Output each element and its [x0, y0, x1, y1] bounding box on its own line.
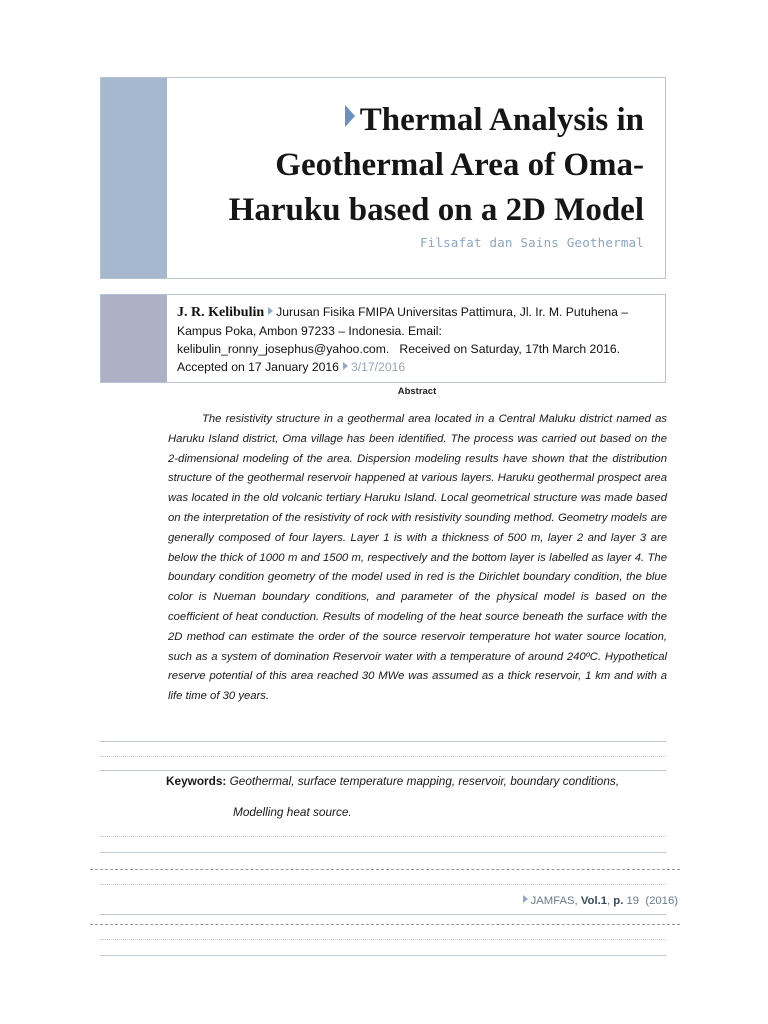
journal-footer: JAMFAS, Vol.1, p. 19 (2016) — [519, 895, 678, 907]
abstract-heading: Abstract — [397, 386, 437, 397]
divider — [100, 852, 666, 853]
divider — [90, 869, 680, 870]
title-line-2: Geothermal Area of Oma- — [275, 147, 644, 183]
page-number: 19 — [626, 895, 640, 907]
divider — [100, 914, 666, 915]
divider — [100, 756, 666, 757]
triangle-bullet-icon — [343, 362, 348, 370]
divider — [100, 836, 666, 837]
title-line-1: Thermal Analysis in — [359, 102, 644, 138]
keywords-line-2: Modelling heat source. — [233, 805, 352, 819]
divider — [100, 741, 666, 742]
journal-year: (2016) — [645, 895, 678, 907]
keywords-label: Keywords: — [166, 774, 227, 788]
title-accent-bar — [101, 78, 167, 278]
paper-subtitle: Filsafat dan Sains Geothermal — [419, 235, 644, 250]
author-affiliation: Jurusan Fisika FMIPA Universitas Pattimura, Jl. Ir. M. Putuhena – Kampus Poka, Ambon 97233 – Indonesia. Email: kelibulin_ronny_josephus@yahoo.com. — [177, 305, 629, 356]
author-accent-bar — [101, 295, 167, 382]
abstract-body — [168, 410, 667, 707]
triangle-bullet-icon — [523, 895, 528, 903]
received-accepted: Received on Saturday, 17th March 2016. Accepted on 17 January 2016 — [177, 342, 621, 374]
abstract-text: The resistivity structure in a geothermal area located in a Central Maluku district named as Haruku Island district, Oma village has been identified. The process was carried out based on the 2-dimensional modeling of the area. Dispersion modeling results have shown that the distribution structure of the geothermal reservoir happened at various layers. Haruku geothermal prospect area was located in the old volcanic tertiary Haruku Island. Local geometrical structure was made based on the interpretation of the resistivity of rock with resistivity sounding method. Geometry models are generally composed of four layers. Layer 1 is with a thickness of 500 m, layer 2 and layer 3 are below the thick of 1000 m and 1500 m, respectively and the bottom layer is labelled as layer 4. The boundary condition geometry of the model used in red is the Dirichlet boundary condition, the blue color is Nueman boundary conditions, and parameter of the physical model is based on the coefficient of heat conduction. Results of modeling of the heat source beneath the surface with the 2D method can estimate the order of the source reservoir temperature hot water source location, such as a system of domination Reservoir water with a temperature of around 240ºC. Hypothetical reserve potential of this area reached 30 MWe was assumed as a thick reservoir, 1 km and with a life time of 30 years. — [168, 413, 667, 703]
divider — [90, 924, 680, 925]
divider — [100, 955, 666, 956]
author-info — [177, 303, 661, 376]
document-date: 3/17/2016 — [350, 360, 406, 374]
page-label: p. — [613, 895, 624, 907]
title-line-3: Haruku based on a 2D Model — [228, 192, 644, 228]
keywords — [166, 773, 666, 789]
journal-volume: Vol.1 — [580, 895, 608, 907]
triangle-bullet-icon — [268, 307, 273, 315]
journal-name: JAMFAS, — [530, 895, 578, 907]
triangle-bullet-icon — [345, 105, 355, 127]
paper-title — [204, 98, 644, 233]
keywords-line-1: Geothermal, surface temperature mapping, reservoir, boundary conditions, — [229, 774, 620, 788]
author-name: J. R. Kelibulin — [177, 305, 265, 320]
divider — [100, 770, 666, 771]
divider — [100, 939, 666, 940]
divider — [100, 884, 666, 885]
